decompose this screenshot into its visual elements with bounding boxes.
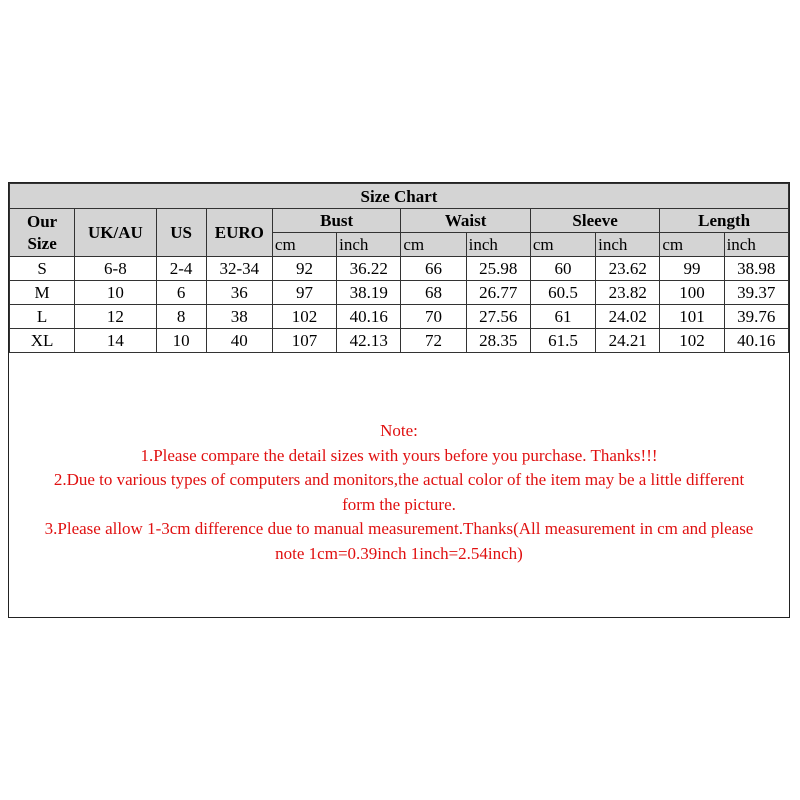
size-rows — [10, 257, 789, 353]
cell-euro: 40 — [206, 329, 272, 353]
cell-us: 10 — [156, 329, 206, 353]
bust-cm-unit: cm — [272, 233, 336, 257]
cell-uk: 10 — [75, 281, 156, 305]
cell-waist-in: 28.35 — [466, 329, 530, 353]
cell-bust-in: 42.13 — [337, 329, 401, 353]
cell-euro: 36 — [206, 281, 272, 305]
note-heading: Note: — [380, 421, 418, 440]
cell-sleeve-cm: 60.5 — [530, 281, 595, 305]
cell-bust-cm: 92 — [272, 257, 336, 281]
waist-cm-unit: cm — [401, 233, 466, 257]
sleeve-header: Sleeve — [530, 209, 659, 233]
our-size-header — [10, 209, 75, 257]
sleeve-cm-unit: cm — [530, 233, 595, 257]
bust-header: Bust — [272, 209, 400, 233]
cell-uk: 12 — [75, 305, 156, 329]
size-chart-table — [9, 183, 789, 353]
cell-bust-cm: 102 — [272, 305, 336, 329]
euro-header: EURO — [206, 209, 272, 257]
cell-waist-in: 27.56 — [466, 305, 530, 329]
header-row — [10, 209, 789, 233]
cell-euro: 38 — [206, 305, 272, 329]
cell-uk: 14 — [75, 329, 156, 353]
size-chart-title: Size Chart — [10, 184, 789, 209]
length-cm-unit: cm — [660, 233, 724, 257]
cell-euro: 32-34 — [206, 257, 272, 281]
cell-size: XL — [10, 329, 75, 353]
our-size-header-line2: Size — [27, 233, 57, 253]
cell-bust-cm: 97 — [272, 281, 336, 305]
cell-size: L — [10, 305, 75, 329]
cell-bust-in: 40.16 — [337, 305, 401, 329]
cell-waist-cm: 70 — [401, 305, 466, 329]
us-header: US — [156, 209, 206, 257]
cell-waist-cm: 66 — [401, 257, 466, 281]
sleeve-inch-unit: inch — [596, 233, 660, 257]
note-line-3b: note 1cm=0.39inch 1inch=2.54inch) — [275, 543, 523, 563]
note-line-1: 1.Please compare the detail sizes with yours before you purchase. Thanks!!! — [140, 445, 658, 465]
bust-inch-unit: inch — [337, 233, 401, 257]
cell-uk: 6-8 — [75, 257, 156, 281]
cell-waist-in: 26.77 — [466, 281, 530, 305]
table-row — [10, 281, 789, 305]
cell-waist-in: 25.98 — [466, 257, 530, 281]
cell-length-in: 39.76 — [724, 305, 788, 329]
cell-length-in: 40.16 — [724, 329, 788, 353]
cell-length-cm: 99 — [660, 257, 724, 281]
size-chart-frame — [8, 182, 790, 618]
uk-au-header: UK/AU — [75, 209, 156, 257]
our-size-header-line1: Our — [27, 211, 58, 231]
cell-waist-cm: 68 — [401, 281, 466, 305]
cell-sleeve-cm: 61 — [530, 305, 595, 329]
waist-inch-unit: inch — [466, 233, 530, 257]
cell-sleeve-cm: 61.5 — [530, 329, 595, 353]
cell-length-cm: 100 — [660, 281, 724, 305]
cell-bust-cm: 107 — [272, 329, 336, 353]
note-block — [9, 419, 789, 566]
cell-bust-in: 38.19 — [337, 281, 401, 305]
title-row — [10, 184, 789, 209]
cell-sleeve-in: 23.62 — [596, 257, 660, 281]
cell-sleeve-in: 23.82 — [596, 281, 660, 305]
note-line-2b: form the picture. — [342, 494, 456, 514]
length-inch-unit: inch — [724, 233, 788, 257]
table-row — [10, 329, 789, 353]
waist-header: Waist — [401, 209, 530, 233]
cell-length-in: 39.37 — [724, 281, 788, 305]
cell-us: 2-4 — [156, 257, 206, 281]
cell-us: 6 — [156, 281, 206, 305]
cell-bust-in: 36.22 — [337, 257, 401, 281]
table-row — [10, 257, 789, 281]
note-line-3a: 3.Please allow 1-3cm difference due to manual measurement.Thanks(All measurement in cm and please — [44, 519, 754, 538]
length-header: Length — [660, 209, 789, 233]
note-line-2a: 2.Due to various types of computers and monitors,the actual color of the item may be a little different — [53, 470, 745, 489]
table-row — [10, 305, 789, 329]
cell-us: 8 — [156, 305, 206, 329]
cell-length-cm: 101 — [660, 305, 724, 329]
cell-sleeve-in: 24.21 — [596, 329, 660, 353]
cell-length-in: 38.98 — [724, 257, 788, 281]
cell-size: S — [10, 257, 75, 281]
cell-length-cm: 102 — [660, 329, 724, 353]
cell-size: M — [10, 281, 75, 305]
cell-sleeve-cm: 60 — [530, 257, 595, 281]
cell-waist-cm: 72 — [401, 329, 466, 353]
cell-sleeve-in: 24.02 — [596, 305, 660, 329]
